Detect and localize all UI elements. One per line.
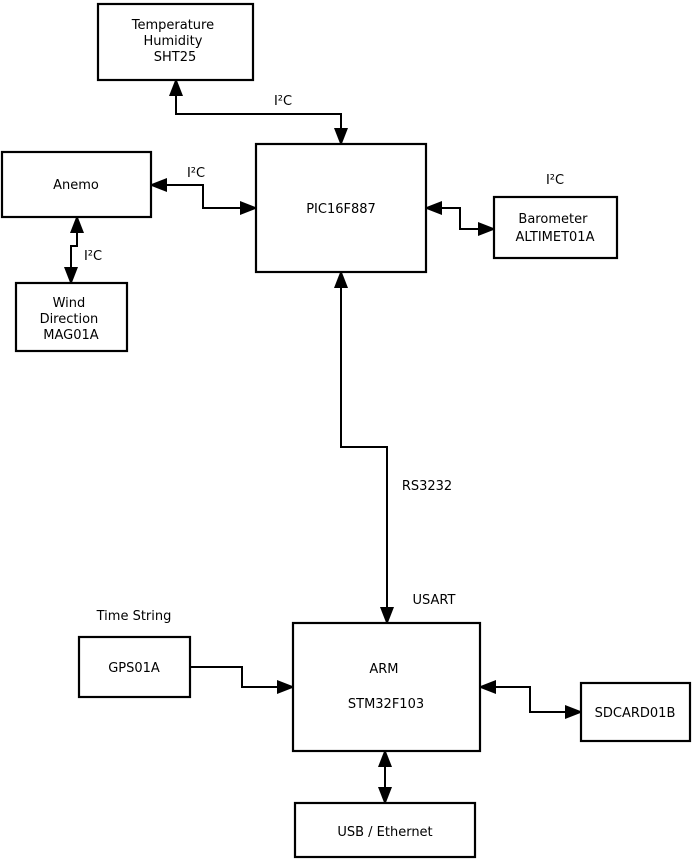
node-arm-stm32f103: [293, 623, 480, 751]
node-barometer-box: [494, 197, 617, 258]
node-sdcard01b-label: SDCARD01B: [594, 706, 676, 721]
edge-anemo-wind: [71, 217, 77, 283]
edge-pic-barometer: [426, 208, 494, 229]
edge-label-rs3232: RS3232: [401, 479, 453, 494]
edge-pic-arm: [341, 272, 387, 623]
edge-label-i2c-barometer: I²C: [545, 173, 565, 188]
node-gps01a-label: GPS01A: [108, 661, 160, 676]
node-barometer-label: Barometer ALTIMET01A: [515, 212, 595, 245]
node-anemo: [2, 152, 151, 217]
node-sdcard01b: [581, 683, 690, 741]
edge-label-i2c-sht25: I²C: [273, 94, 293, 109]
edge-gps-arm: [190, 667, 293, 687]
node-barometer: [494, 197, 617, 258]
edge-label-i2c-wind: I²C: [83, 249, 103, 264]
edge-sht25-pic: [176, 80, 341, 144]
node-arm-stm32f103-label: ARM STM32F103: [347, 662, 425, 712]
node-arm-stm32f103-box: [293, 623, 480, 751]
node-usb-ethernet: [295, 803, 475, 857]
node-pic16f887-label: PIC16F887: [306, 202, 376, 217]
node-pic16f887: [256, 144, 426, 272]
node-usb-ethernet-label: USB / Ethernet: [337, 825, 433, 840]
node-gps01a: [79, 637, 190, 697]
edge-label-i2c-anemo: I²C: [186, 166, 206, 181]
edge-label-time-string: Time String: [96, 609, 172, 624]
edge-label-usart: USART: [412, 593, 456, 608]
node-wind-direction: [16, 283, 127, 351]
node-anemo-label: Anemo: [53, 178, 99, 193]
edge-anemo-pic: [151, 185, 256, 208]
node-sht25: [98, 4, 253, 80]
node-wind-direction-label: Wind Direction MAG01A: [39, 296, 99, 343]
edge-arm-sdcard: [480, 687, 581, 712]
node-sht25-label: Temperature Humidity SHT25: [131, 18, 215, 65]
